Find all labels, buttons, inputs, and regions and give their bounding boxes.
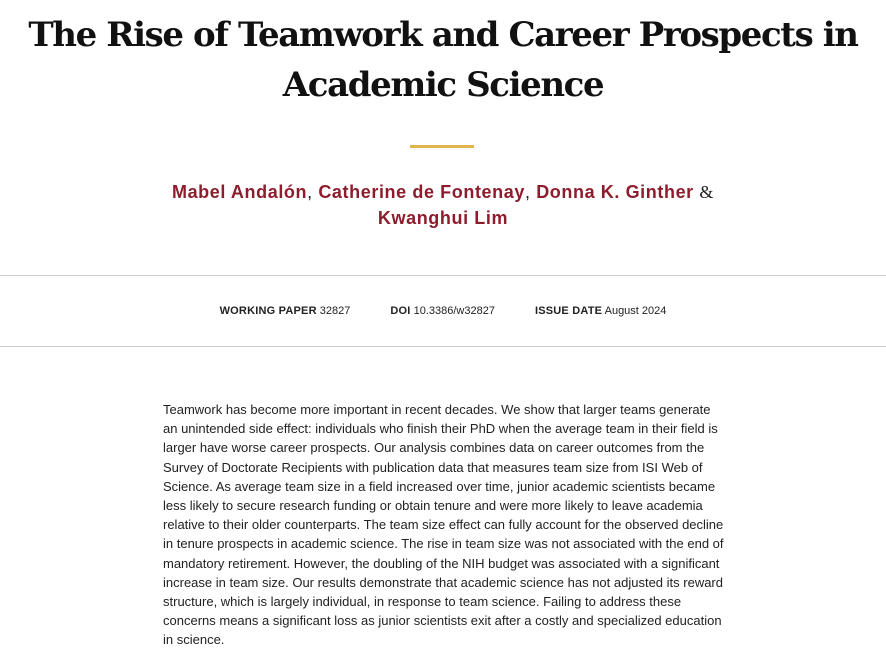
author-link-de-fontenay[interactable]: Catherine de Fontenay	[318, 182, 525, 202]
doi-label: DOI	[390, 305, 411, 317]
working-paper-number: 32827	[319, 305, 351, 317]
author-separator: ,	[307, 182, 313, 202]
author-link-andalon[interactable]: Mabel Andalón	[171, 182, 308, 202]
author-list	[150, 179, 736, 231]
issue-date-label: ISSUE DATE	[534, 305, 603, 317]
author-link-ginther[interactable]: Donna K. Ginther	[536, 182, 694, 202]
paper-meta	[0, 304, 886, 318]
title-accent-rule	[410, 145, 474, 148]
working-paper-meta	[220, 304, 351, 318]
doi-meta	[390, 304, 495, 318]
abstract-text: Teamwork has become more important in recent decades. We show that larger teams generate an unintended side effect: individuals who finish their PhD when the average team in their field is larger have worse career prospects. Our analysis combines data on career outcomes from the Survey of Doctorate Recipients with publication data that measures team size from ISI Web of Science. As average team size in a field increased over time, junior academic scientists became less likely to secure research funding or obtain tenure and were more likely to leave academia relative to their older counterparts. The team size effect can fully account for the observed decline in tenure prospects in academic science. The rise in team size was not associated with the end of mandatory retirement. However, the doubling of the NIH budget was associated with a significant increase in team size. Our results demonstrate that academic science has not adjusted its reward structure, which is largely individual, in response to team science. Failing to address these concerns means a significant loss as junior scientists exit after a costly and specialized education in science.	[163, 402, 724, 648]
working-paper-label: WORKING PAPER	[219, 305, 317, 317]
issue-date-meta	[535, 304, 666, 318]
meta-divider-top	[0, 275, 886, 276]
page-title: The Rise of Teamwork and Career Prospects in Academic Science	[28, 15, 858, 105]
author-link-lim[interactable]: Kwanghui Lim	[377, 208, 509, 228]
issue-date-value: August 2024	[604, 305, 667, 317]
author-separator: ,	[524, 182, 531, 202]
doi-value[interactable]: 10.3386/w32827	[413, 305, 495, 317]
author-ampersand: &	[699, 182, 715, 202]
meta-divider-bottom	[0, 346, 886, 347]
